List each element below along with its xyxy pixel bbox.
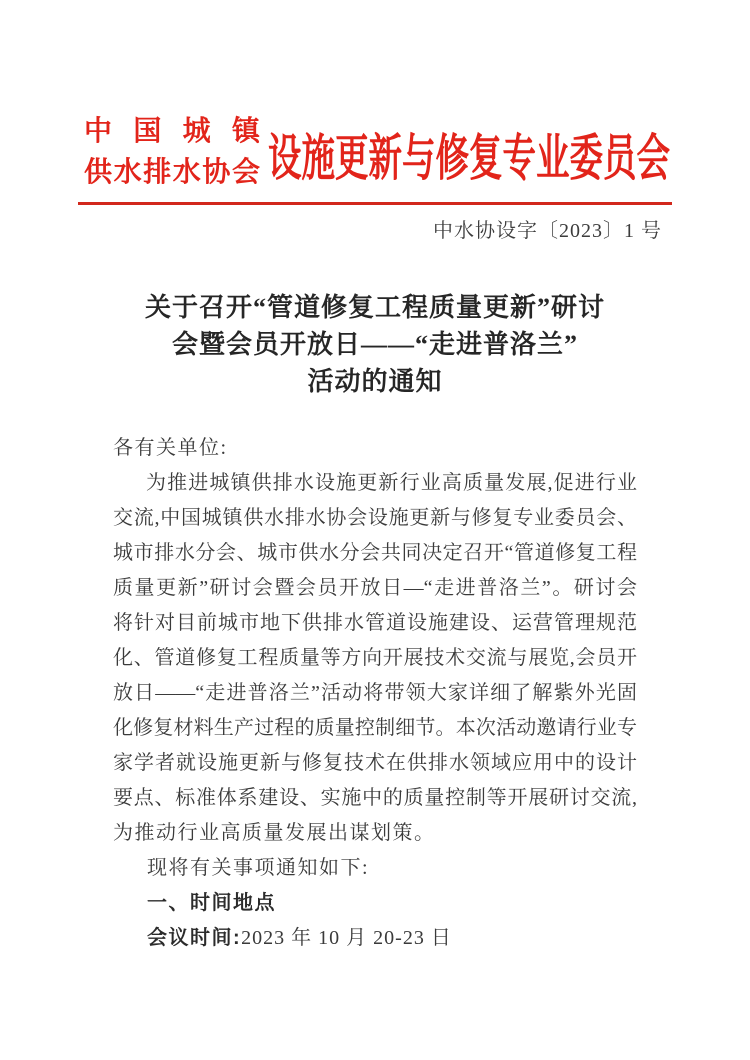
paragraph-line: 为推进城镇供排水设施更新行业高质量发展,促进行业 (146, 472, 637, 494)
document-title-line-3: 活动的通知 (307, 367, 443, 396)
org-name-block (84, 111, 260, 193)
document-body (113, 431, 637, 956)
document-title-line-2: 会暨会员开放日——“走进普洛兰” (171, 330, 578, 359)
document-title (0, 289, 750, 400)
paragraph-line: 质量更新”研讨会暨会员开放日—“走进普洛兰”。研讨会 (113, 577, 637, 599)
notice-lead-line: 现将有关事项通知如下: (147, 857, 370, 879)
meeting-time-line (113, 921, 637, 956)
salutation: 各有关单位: (113, 437, 228, 459)
paragraph-line: 交流,中国城镇供水排水协会设施更新与修复专业委员会、 (113, 507, 637, 529)
committee-name: 设施更新与修复专业委员会 (268, 130, 670, 186)
paragraph-line: 化修复材料生产过程的质量控制细节。本次活动邀请行业专 (113, 717, 637, 739)
document-title-line-1: 关于召开“管道修复工程质量更新”研讨 (144, 293, 605, 322)
letterhead-divider-line (78, 202, 672, 205)
org-name-line1: 中 国 城 镇 (84, 116, 260, 147)
paragraph-line: 化、管道修复工程质量等方向开展技术交流与展览,会员开 (113, 647, 637, 669)
paragraph-line: 放日——“走进普洛兰”活动将带领大家详细了解紫外光固 (113, 682, 637, 704)
section-heading-time-place: 一、时间地点 (147, 892, 276, 914)
document-number: 中水协设字〔2023〕1 号 (433, 220, 662, 242)
paragraph-line: 要点、标准体系建设、实施中的质量控制等开展研讨交流, (113, 787, 637, 809)
meeting-time-label: 会议时间: (147, 927, 242, 949)
meeting-time-value: 2023 年 10 月 20-23 日 (241, 927, 452, 949)
org-name-line2: 供水排水协会 (84, 157, 260, 188)
paragraph-line: 城市排水分会、城市供水分会共同决定召开“管道修复工程 (113, 542, 637, 564)
paragraph-line: 将针对目前城市地下供排水管道设施建设、运营管理规范 (113, 612, 637, 634)
paragraph-line: 家学者就设施更新与修复技术在供排水领域应用中的设计 (113, 752, 637, 774)
paragraph-line: 为推动行业高质量发展出谋划策。 (113, 822, 436, 844)
